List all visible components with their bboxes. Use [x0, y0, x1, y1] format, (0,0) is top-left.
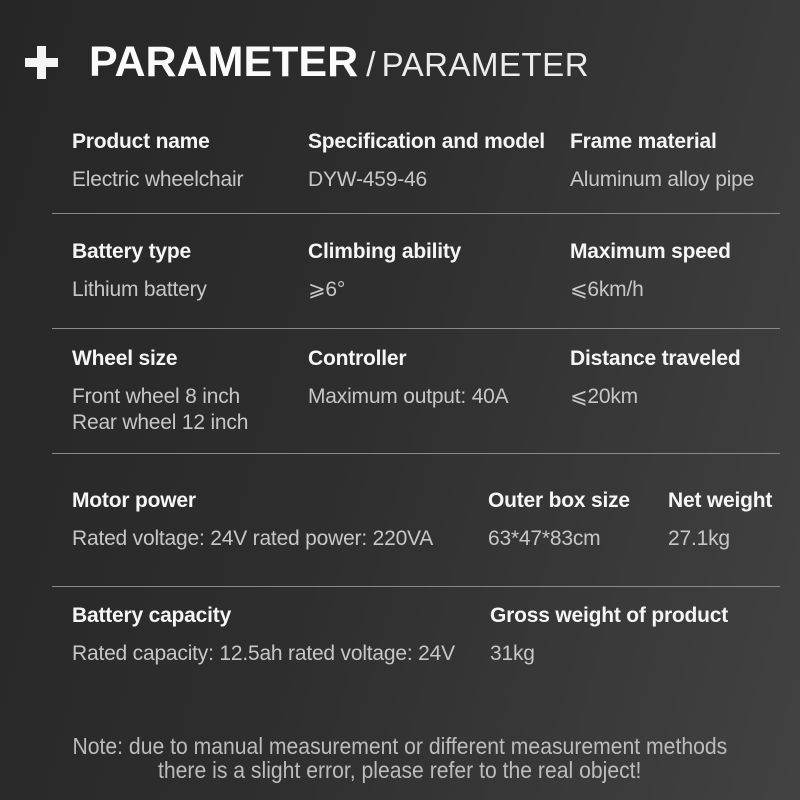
- spec-value: Lithium battery: [72, 277, 207, 301]
- spec-value: 63*47*83cm: [488, 526, 601, 550]
- spec-label: Product name: [72, 130, 210, 154]
- spec-value: DYW-459-46: [308, 168, 427, 192]
- page-title: [89, 38, 589, 87]
- spec-cell-maximum-speed: [570, 240, 784, 302]
- spec-value: 27.1kg: [668, 526, 730, 550]
- spec-cell-climbing-ability: [308, 240, 570, 302]
- spec-cell-distance-traveled: [570, 347, 784, 434]
- spec-label: Outer box size: [488, 488, 630, 512]
- spec-label: Distance traveled: [570, 347, 741, 371]
- spec-cell-frame-material: [570, 130, 784, 192]
- spec-row-motor: [0, 454, 800, 586]
- note: [0, 684, 800, 800]
- title-primary: PARAMETER: [89, 37, 359, 86]
- spec-cell-motor-power: [72, 489, 488, 551]
- spec-row-wheel: [0, 329, 800, 453]
- spec-row-product: [0, 110, 800, 213]
- spec-value: Front wheel 8 inch: [72, 385, 240, 409]
- spec-label: Controller: [308, 347, 407, 371]
- spec-value: Maximum output: 40A: [308, 385, 509, 409]
- note-line-1: Note: due to manual measurement or different measurement methods: [72, 732, 728, 759]
- spec-cell-wheel-size: [72, 347, 308, 434]
- spec-value: ⩽20km: [570, 385, 638, 409]
- spec-label: Battery type: [72, 239, 191, 263]
- spec-label: Climbing ability: [308, 239, 462, 263]
- spec-row-battery: [0, 214, 800, 328]
- spec-cell-outer-box-size: [488, 489, 668, 551]
- spec-label: Battery capacity: [72, 604, 232, 628]
- spec-value: Rated capacity: 12.5ah rated voltage: 24V: [72, 642, 455, 666]
- spec-cell-product-name: [72, 130, 308, 192]
- spec-row-capacity: [0, 587, 800, 684]
- spec-value: Aluminum alloy pipe: [570, 168, 755, 192]
- spec-cell-battery-type: [72, 240, 308, 302]
- spec-value: Rated voltage: 24V rated power: 220VA: [72, 526, 434, 550]
- spec-label: Specification and model: [308, 130, 545, 154]
- spec-value: ⩾6°: [308, 277, 346, 301]
- title-separator: /: [366, 45, 376, 84]
- title-secondary: PARAMETER: [381, 45, 590, 83]
- spec-label: Frame material: [570, 130, 717, 154]
- spec-label: Maximum speed: [570, 239, 731, 263]
- spec-label: Net weight: [668, 488, 773, 512]
- spec-label: Motor power: [72, 488, 196, 512]
- spec-cell-net-weight: [668, 489, 784, 551]
- spec-value: ⩽6km/h: [570, 277, 644, 301]
- spec-label: Gross weight of product: [490, 604, 729, 628]
- spec-value: Electric wheelchair: [72, 168, 244, 192]
- header: [0, 0, 800, 110]
- note-line-2: there is a slight error, please refer to the real object!: [158, 756, 642, 783]
- plus-icon: [25, 46, 58, 79]
- spec-cell-gross-weight: [490, 604, 784, 666]
- spec-value: 31kg: [490, 642, 535, 666]
- spec-cell-battery-capacity: [72, 604, 490, 666]
- spec-value-line2: Rear wheel 12 inch: [72, 410, 249, 434]
- spec-cell-controller: [308, 347, 570, 434]
- spec-cell-specification-model: [308, 130, 570, 192]
- spec-label: Wheel size: [72, 347, 178, 371]
